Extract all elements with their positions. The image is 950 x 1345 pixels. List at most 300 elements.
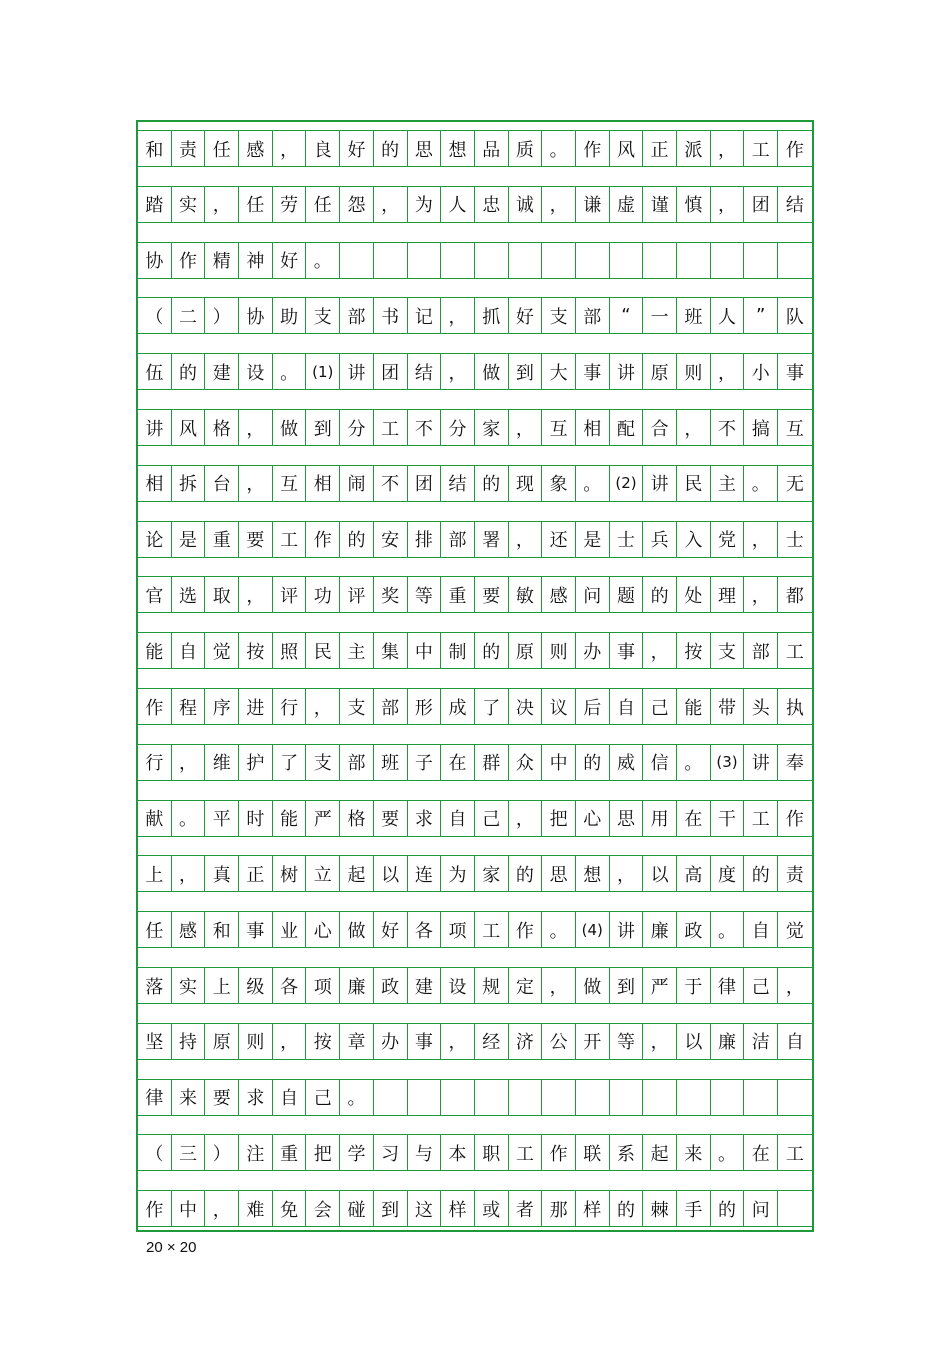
grid-cell: ， bbox=[785, 976, 804, 998]
grid-cell: ， bbox=[711, 354, 745, 389]
grid-cell: （ bbox=[138, 298, 172, 333]
grid-cell: 官 bbox=[138, 577, 172, 612]
grid-cell: 团 bbox=[744, 187, 778, 222]
grid-cell: 制 bbox=[441, 633, 475, 668]
grid-cell bbox=[542, 1080, 576, 1115]
grid-cell: 。 bbox=[677, 745, 711, 780]
grid-cell bbox=[374, 243, 408, 278]
grid-cell: 事 bbox=[785, 362, 804, 384]
grid-cell: 主 bbox=[711, 466, 745, 501]
grid-cell: （ bbox=[138, 1135, 172, 1170]
grid-row bbox=[138, 465, 812, 502]
grid-cell: ， bbox=[306, 689, 340, 724]
grid-cell: 理 bbox=[711, 577, 745, 612]
grid-cell: 序 bbox=[205, 689, 239, 724]
grid-cell: 原 bbox=[509, 633, 543, 668]
grid-cell: 互 bbox=[785, 418, 804, 440]
grid-cell: 心 bbox=[306, 912, 340, 947]
grid-cell: 支 bbox=[340, 689, 374, 724]
grid-cell: 结 bbox=[785, 195, 804, 217]
grid-cell: 部 bbox=[340, 298, 374, 333]
grid-cell: 建 bbox=[205, 354, 239, 389]
grid-cell: ， bbox=[172, 745, 206, 780]
grid-cell: 来 bbox=[677, 1135, 711, 1170]
grid-cell: 相 bbox=[138, 466, 172, 501]
grid-cell: 的 bbox=[374, 131, 408, 166]
grid-cell: 工 bbox=[374, 410, 408, 445]
grid-cell: 以 bbox=[374, 856, 408, 891]
grid-cell: 学 bbox=[340, 1135, 374, 1170]
grid-cell bbox=[509, 1080, 543, 1115]
grid-cell: 做 bbox=[273, 410, 307, 445]
grid-cell: 政 bbox=[677, 912, 711, 947]
grid-cell: 三 bbox=[172, 1135, 206, 1170]
grid-row bbox=[138, 521, 812, 558]
grid-cell bbox=[340, 243, 374, 278]
grid-cell: 政 bbox=[374, 968, 408, 1003]
grid-cell: 闹 bbox=[340, 466, 374, 501]
grid-row bbox=[138, 1023, 812, 1060]
grid-cell: 作 bbox=[542, 1135, 576, 1170]
grid-cell: 难 bbox=[239, 1191, 273, 1226]
grid-cell: 。 bbox=[340, 1080, 374, 1115]
grid-cell: 与 bbox=[408, 1135, 442, 1170]
grid-cell: 的 bbox=[610, 1191, 644, 1226]
grid-cell: 要 bbox=[205, 1080, 239, 1115]
grid-cell: 维 bbox=[205, 745, 239, 780]
grid-cell: 注 bbox=[239, 1135, 273, 1170]
grid-cell: 人 bbox=[711, 298, 745, 333]
grid-cell bbox=[778, 1191, 812, 1226]
grid-cell: 好 bbox=[273, 243, 307, 278]
grid-cell: 讲 bbox=[610, 912, 644, 947]
grid-cell: ， bbox=[509, 522, 543, 557]
grid-cell: 风 bbox=[610, 131, 644, 166]
grid-cell: 人 bbox=[441, 187, 475, 222]
grid-cell: 。 bbox=[542, 912, 576, 947]
grid-cell: 讲 bbox=[643, 466, 677, 501]
grid-cell: 实 bbox=[172, 187, 206, 222]
grid-cell bbox=[542, 243, 576, 278]
grid-cell: 为 bbox=[408, 187, 442, 222]
grid-cell: 执 bbox=[785, 697, 804, 719]
grid-cell: 等 bbox=[610, 1024, 644, 1059]
grid-cell: 在 bbox=[677, 801, 711, 836]
grid-cell: ， bbox=[441, 354, 475, 389]
grid-cell: 感 bbox=[172, 912, 206, 947]
grid-cell: ， bbox=[239, 466, 273, 501]
grid-cell: 经 bbox=[475, 1024, 509, 1059]
grid-cell: 事 bbox=[576, 354, 610, 389]
grid-cell: 律 bbox=[138, 1080, 172, 1115]
grid-cell: 思 bbox=[408, 131, 442, 166]
grid-cell: 时 bbox=[239, 801, 273, 836]
grid-cell: 是 bbox=[576, 522, 610, 557]
grid-cell: 的 bbox=[744, 856, 778, 891]
grid-cell: 样 bbox=[441, 1191, 475, 1226]
manuscript-grid bbox=[136, 120, 814, 1232]
grid-cell: 结 bbox=[408, 354, 442, 389]
grid-cell: 起 bbox=[340, 856, 374, 891]
grid-cell: 部 bbox=[744, 633, 778, 668]
grid-cell: 章 bbox=[340, 1024, 374, 1059]
grid-cell: ， bbox=[273, 1024, 307, 1059]
grid-cell: 抓 bbox=[475, 298, 509, 333]
grid-cell: 都 bbox=[785, 585, 804, 607]
grid-cell: 。 bbox=[744, 466, 778, 501]
grid-row bbox=[138, 409, 812, 446]
grid-cell: 系 bbox=[610, 1135, 644, 1170]
grid-cell: 正 bbox=[239, 856, 273, 891]
grid-cell: 。 bbox=[172, 801, 206, 836]
grid-cell: 好 bbox=[340, 131, 374, 166]
grid-cell: 中 bbox=[542, 745, 576, 780]
grid-cell: 选 bbox=[172, 577, 206, 612]
grid-cell: 手 bbox=[677, 1191, 711, 1226]
grid-cell: 在 bbox=[441, 745, 475, 780]
grid-cell: 自 bbox=[785, 1032, 804, 1054]
grid-cell: 是 bbox=[172, 522, 206, 557]
grid-cell bbox=[374, 1080, 408, 1115]
grid-cell: 己 bbox=[306, 1080, 340, 1115]
grid-cell bbox=[677, 1080, 711, 1115]
grid-cell: 分 bbox=[441, 410, 475, 445]
grid-cell: 廉 bbox=[340, 968, 374, 1003]
grid-cell: 带 bbox=[711, 689, 745, 724]
grid-cell: 作 bbox=[172, 243, 206, 278]
grid-row bbox=[138, 911, 812, 948]
grid-cell: 真 bbox=[205, 856, 239, 891]
grid-cell: 各 bbox=[273, 968, 307, 1003]
grid-row bbox=[138, 744, 812, 781]
grid-cell: 业 bbox=[273, 912, 307, 947]
grid-cell: 原 bbox=[643, 354, 677, 389]
grid-cell: 干 bbox=[711, 801, 745, 836]
grid-cell: 工 bbox=[785, 1143, 804, 1165]
grid-cell: 办 bbox=[576, 633, 610, 668]
grid-cell: 自 bbox=[273, 1080, 307, 1115]
grid-cell: 样 bbox=[576, 1191, 610, 1226]
grid-cell: 评 bbox=[340, 577, 374, 612]
grid-cell: (1) bbox=[306, 354, 340, 389]
grid-cell: 派 bbox=[677, 131, 711, 166]
grid-cell: 各 bbox=[408, 912, 442, 947]
grid-cell: ， bbox=[441, 1024, 475, 1059]
grid-cell: 的 bbox=[172, 354, 206, 389]
grid-cell: ， bbox=[273, 131, 307, 166]
grid-cell: 把 bbox=[542, 801, 576, 836]
grid-cell bbox=[408, 1080, 442, 1115]
grid-cell: 不 bbox=[711, 410, 745, 445]
grid-cell: 那 bbox=[542, 1191, 576, 1226]
grid-cell: 。 bbox=[273, 354, 307, 389]
grid-cell: 格 bbox=[205, 410, 239, 445]
grid-cell: ， bbox=[643, 1024, 677, 1059]
grid-cell: 联 bbox=[576, 1135, 610, 1170]
grid-cell: 高 bbox=[677, 856, 711, 891]
grid-cell: 到 bbox=[509, 354, 543, 389]
grid-cell: 到 bbox=[610, 968, 644, 1003]
grid-cell: 格 bbox=[340, 801, 374, 836]
grid-cell: 作 bbox=[785, 139, 804, 161]
grid-cell: 相 bbox=[576, 410, 610, 445]
grid-cell: 落 bbox=[138, 968, 172, 1003]
grid-cell: 和 bbox=[205, 912, 239, 947]
grid-cell: 责 bbox=[172, 131, 206, 166]
grid-cell: 家 bbox=[475, 410, 509, 445]
grid-cell: 要 bbox=[239, 522, 273, 557]
grid-cell: 评 bbox=[273, 577, 307, 612]
grid-cell bbox=[475, 1080, 509, 1115]
grid-cell: 伍 bbox=[138, 354, 172, 389]
grid-cell: 奖 bbox=[374, 577, 408, 612]
grid-cell: 进 bbox=[239, 689, 273, 724]
grid-cell: 碰 bbox=[340, 1191, 374, 1226]
grid-cell: 实 bbox=[172, 968, 206, 1003]
grid-cell: 拆 bbox=[172, 466, 206, 501]
grid-cell: 决 bbox=[509, 689, 543, 724]
grid-cell: ， bbox=[711, 131, 745, 166]
grid-cell: 还 bbox=[542, 522, 576, 557]
grid-cell: 和 bbox=[138, 131, 172, 166]
grid-row bbox=[138, 297, 812, 334]
grid-cell: 家 bbox=[475, 856, 509, 891]
grid-cell: 任 bbox=[306, 187, 340, 222]
grid-cell: 神 bbox=[239, 243, 273, 278]
grid-cell: 安 bbox=[374, 522, 408, 557]
grid-cell: 廉 bbox=[643, 912, 677, 947]
grid-cell: 严 bbox=[306, 801, 340, 836]
grid-size-caption: 20 × 20 bbox=[146, 1239, 197, 1256]
grid-cell: 搞 bbox=[744, 410, 778, 445]
grid-cell: ， bbox=[509, 410, 543, 445]
grid-cell: 做 bbox=[475, 354, 509, 389]
grid-cell: 设 bbox=[441, 968, 475, 1003]
grid-row bbox=[138, 576, 812, 613]
grid-row bbox=[138, 130, 812, 167]
grid-cell: 忠 bbox=[475, 187, 509, 222]
grid-cell: 求 bbox=[408, 801, 442, 836]
grid-cell: 士 bbox=[785, 530, 804, 552]
grid-cell bbox=[744, 243, 778, 278]
grid-cell: ， bbox=[239, 410, 273, 445]
grid-cell: 棘 bbox=[643, 1191, 677, 1226]
grid-cell: 感 bbox=[239, 131, 273, 166]
grid-cell: 。 bbox=[711, 912, 745, 947]
grid-cell: 题 bbox=[610, 577, 644, 612]
grid-cell: 按 bbox=[306, 1024, 340, 1059]
grid-row bbox=[138, 1079, 812, 1116]
grid-cell: 用 bbox=[643, 801, 677, 836]
grid-cell: 觉 bbox=[205, 633, 239, 668]
grid-cell: 党 bbox=[711, 522, 745, 557]
grid-cell: 精 bbox=[205, 243, 239, 278]
grid-cell: ， bbox=[542, 187, 576, 222]
grid-cell: 做 bbox=[576, 968, 610, 1003]
grid-row bbox=[138, 855, 812, 892]
grid-cell: 信 bbox=[643, 745, 677, 780]
grid-cell: 原 bbox=[205, 1024, 239, 1059]
grid-cell: 部 bbox=[374, 689, 408, 724]
grid-cell bbox=[778, 1080, 812, 1115]
grid-cell: 持 bbox=[172, 1024, 206, 1059]
grid-cell: 自 bbox=[610, 689, 644, 724]
grid-cell: 能 bbox=[273, 801, 307, 836]
grid-cell: 互 bbox=[542, 410, 576, 445]
grid-cell: 支 bbox=[306, 745, 340, 780]
grid-cell: 事 bbox=[408, 1024, 442, 1059]
grid-cell: ， bbox=[374, 187, 408, 222]
grid-cell: 感 bbox=[542, 577, 576, 612]
grid-cell: 风 bbox=[172, 410, 206, 445]
grid-cell: 民 bbox=[306, 633, 340, 668]
grid-cell: 己 bbox=[744, 968, 778, 1003]
grid-cell: ， bbox=[542, 968, 576, 1003]
grid-cell: 的 bbox=[475, 466, 509, 501]
grid-cell: 于 bbox=[677, 968, 711, 1003]
grid-cell: 任 bbox=[239, 187, 273, 222]
grid-cell: 工 bbox=[785, 641, 804, 663]
grid-cell: 按 bbox=[677, 633, 711, 668]
grid-cell: 。 bbox=[576, 466, 610, 501]
grid-cell: 合 bbox=[643, 410, 677, 445]
grid-cell: 献 bbox=[138, 801, 172, 836]
grid-row bbox=[138, 967, 812, 1004]
grid-cell bbox=[677, 243, 711, 278]
grid-cell: 觉 bbox=[785, 920, 804, 942]
grid-cell bbox=[610, 243, 644, 278]
grid-cell bbox=[643, 243, 677, 278]
grid-cell: 品 bbox=[475, 131, 509, 166]
grid-cell: 谨 bbox=[643, 187, 677, 222]
grid-cell: 配 bbox=[610, 410, 644, 445]
grid-cell: ” bbox=[744, 298, 778, 333]
grid-cell: 上 bbox=[205, 968, 239, 1003]
grid-cell: 责 bbox=[785, 864, 804, 886]
grid-cell: 班 bbox=[677, 298, 711, 333]
grid-cell bbox=[643, 1080, 677, 1115]
grid-cell: 正 bbox=[643, 131, 677, 166]
grid-cell: 好 bbox=[509, 298, 543, 333]
grid-cell: 免 bbox=[273, 1191, 307, 1226]
grid-cell: 了 bbox=[475, 689, 509, 724]
grid-cell bbox=[441, 1080, 475, 1115]
grid-cell: 思 bbox=[610, 801, 644, 836]
grid-cell: 项 bbox=[306, 968, 340, 1003]
grid-cell: 级 bbox=[239, 968, 273, 1003]
grid-cell: “ bbox=[610, 298, 644, 333]
grid-cell: 习 bbox=[374, 1135, 408, 1170]
grid-cell: 心 bbox=[576, 801, 610, 836]
grid-cell: 现 bbox=[509, 466, 543, 501]
grid-cell: 主 bbox=[340, 633, 374, 668]
grid-cell: ， bbox=[610, 856, 644, 891]
grid-cell: 这 bbox=[408, 1191, 442, 1226]
grid-cell: 中 bbox=[408, 633, 442, 668]
grid-cell: 部 bbox=[576, 298, 610, 333]
grid-cell: 小 bbox=[744, 354, 778, 389]
grid-cell: 讲 bbox=[744, 745, 778, 780]
grid-cell: 踏 bbox=[138, 187, 172, 222]
grid-cell: ， bbox=[643, 633, 677, 668]
grid-cell: 则 bbox=[542, 633, 576, 668]
grid-cell bbox=[576, 243, 610, 278]
grid-cell: (4) bbox=[576, 912, 610, 947]
grid-cell bbox=[610, 1080, 644, 1115]
grid-cell: 工 bbox=[744, 131, 778, 166]
grid-cell: 头 bbox=[744, 689, 778, 724]
grid-cell: 分 bbox=[340, 410, 374, 445]
grid-cell: 的 bbox=[509, 856, 543, 891]
grid-cell: ， bbox=[441, 298, 475, 333]
grid-row bbox=[138, 632, 812, 669]
grid-cell: 律 bbox=[711, 968, 745, 1003]
grid-cell bbox=[576, 1080, 610, 1115]
grid-cell: 书 bbox=[374, 298, 408, 333]
grid-cell: 讲 bbox=[610, 354, 644, 389]
grid-row bbox=[138, 186, 812, 223]
grid-cell: 大 bbox=[542, 354, 576, 389]
grid-cell: 按 bbox=[239, 633, 273, 668]
grid-cell: 讲 bbox=[340, 354, 374, 389]
grid-cell: 的 bbox=[643, 577, 677, 612]
grid-cell: 思 bbox=[542, 856, 576, 891]
grid-cell: 问 bbox=[744, 1191, 778, 1226]
grid-cell: 想 bbox=[576, 856, 610, 891]
grid-cell: ， bbox=[172, 856, 206, 891]
grid-row bbox=[138, 1134, 812, 1171]
grid-cell: 良 bbox=[306, 131, 340, 166]
grid-cell: 支 bbox=[711, 633, 745, 668]
grid-cell: 以 bbox=[677, 1024, 711, 1059]
grid-cell: 连 bbox=[408, 856, 442, 891]
grid-cell: 者 bbox=[509, 1191, 543, 1226]
grid-cell: 行 bbox=[273, 689, 307, 724]
grid-cell: 诚 bbox=[509, 187, 543, 222]
grid-row bbox=[138, 242, 812, 279]
grid-cell: 民 bbox=[677, 466, 711, 501]
grid-cell bbox=[475, 243, 509, 278]
grid-cell: 职 bbox=[475, 1135, 509, 1170]
grid-cell: 了 bbox=[273, 745, 307, 780]
grid-cell: 重 bbox=[205, 522, 239, 557]
grid-cell: 问 bbox=[576, 577, 610, 612]
grid-cell: 会 bbox=[306, 1191, 340, 1226]
grid-cell: 以 bbox=[643, 856, 677, 891]
grid-cell: 照 bbox=[273, 633, 307, 668]
grid-cell: 做 bbox=[340, 912, 374, 947]
grid-cell: 二 bbox=[172, 298, 206, 333]
grid-cell: 众 bbox=[509, 745, 543, 780]
grid-cell bbox=[778, 243, 812, 278]
grid-cell: 要 bbox=[374, 801, 408, 836]
grid-cell: 互 bbox=[273, 466, 307, 501]
grid-cell: 议 bbox=[542, 689, 576, 724]
grid-cell: 部 bbox=[340, 745, 374, 780]
grid-cell: 来 bbox=[172, 1080, 206, 1115]
grid-cell: ， bbox=[509, 801, 543, 836]
grid-cell: (2) bbox=[610, 466, 644, 501]
grid-cell: 严 bbox=[643, 968, 677, 1003]
grid-cell: 威 bbox=[610, 745, 644, 780]
grid-cell: 起 bbox=[643, 1135, 677, 1170]
grid-cell: 论 bbox=[138, 522, 172, 557]
grid-cell: 一 bbox=[643, 298, 677, 333]
grid-cell bbox=[744, 1080, 778, 1115]
grid-cell: 集 bbox=[374, 633, 408, 668]
grid-cell: 自 bbox=[172, 633, 206, 668]
grid-cell: 济 bbox=[509, 1024, 543, 1059]
